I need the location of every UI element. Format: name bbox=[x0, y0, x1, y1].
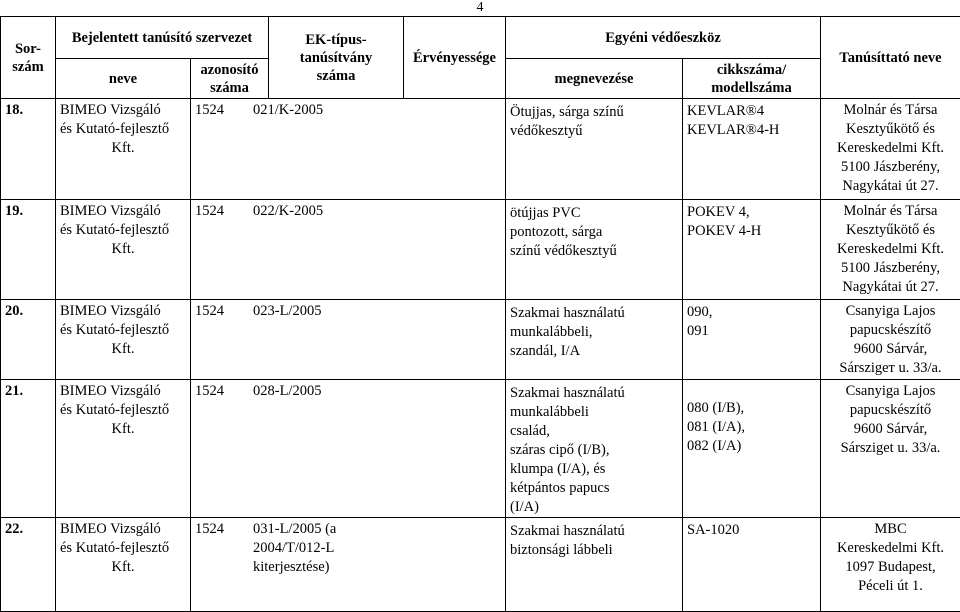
tanusittato-line: papucskészítő bbox=[825, 401, 956, 420]
tanusito-neve-line: és Kutató-fejlesztő bbox=[60, 401, 186, 420]
cikkszam-line: 082 (I/A) bbox=[687, 437, 816, 456]
row-number: 20. bbox=[1, 300, 56, 380]
tanusittato bbox=[821, 99, 960, 200]
megnevezes-line: klumpa (I/A), és bbox=[510, 460, 678, 479]
tanusittato-line: Péceli út 1. bbox=[825, 577, 956, 596]
megnevezes bbox=[506, 300, 683, 380]
azonosito-ek-tipus bbox=[191, 300, 506, 380]
table-row bbox=[1, 380, 960, 518]
ek-tipus-szam: 028-L/2005 bbox=[253, 382, 321, 401]
tanusittato bbox=[821, 518, 960, 612]
table-row bbox=[1, 300, 960, 380]
ek-tipus-szam: 021/K-2005 bbox=[253, 101, 323, 120]
ek-tipus-szam-line: 031-L/2005 (a bbox=[253, 520, 336, 539]
megnevezes-line: Szakmai használatú bbox=[510, 304, 678, 323]
tanusito-neve-line: és Kutató-fejlesztő bbox=[60, 321, 186, 340]
header-ervenyessege: Érvényessége bbox=[404, 17, 506, 99]
azonosito-szam: 1524 bbox=[195, 302, 253, 321]
tanusito-neve-line: BIMEO Vizsgáló bbox=[60, 382, 186, 401]
tanusittato-line: Kesztyűkötő és bbox=[825, 120, 956, 139]
header-megnevezese: megnevezése bbox=[506, 59, 683, 99]
cikkszam-line: POKEV 4, bbox=[687, 203, 816, 222]
cikkszam-line: KEVLAR®4-H bbox=[687, 121, 816, 140]
tanusito-neve-line: BIMEO Vizsgáló bbox=[60, 101, 186, 120]
tanusittato-line: Nagykátai út 27. bbox=[825, 278, 956, 297]
megnevezes-line: biztonsági lábbeli bbox=[510, 541, 678, 560]
tanusito-neve-line: Kft. bbox=[60, 240, 186, 259]
tanusittato-line: 5100 Jászberény, bbox=[825, 259, 956, 278]
tanusittato-line: Molnár és Társa bbox=[825, 202, 956, 221]
ek-tipus-szam-line: kiterjesztése) bbox=[253, 558, 336, 577]
tanusittato-line: Csanyiga Lajos bbox=[825, 302, 956, 321]
tanusito-neve-line: BIMEO Vizsgáló bbox=[60, 202, 186, 221]
megnevezes-line: szandál, I/A bbox=[510, 342, 678, 361]
tanusittato-line: 9600 Sárvár, bbox=[825, 340, 956, 359]
megnevezes-line: Szakmai használatú bbox=[510, 522, 678, 541]
tanusittato-line: Sársziget u. 33/a. bbox=[825, 439, 956, 458]
megnevezes-line: száras cipő (I/B), bbox=[510, 441, 678, 460]
tanusittato-line: Kereskedelmi Kft. bbox=[825, 240, 956, 259]
tanusittato-line: Kesztyűkötő és bbox=[825, 221, 956, 240]
tanusittato bbox=[821, 300, 960, 380]
header-azonosito: azonosító száma bbox=[191, 59, 269, 99]
cikkszam-line: 090, bbox=[687, 303, 816, 322]
tanusittato-line: 5100 Jászberény, bbox=[825, 158, 956, 177]
row-number: 18. bbox=[1, 99, 56, 200]
tanusittato-line: Sárszigeт u. 33/a. bbox=[825, 359, 956, 378]
tanusito-neve-line: BIMEO Vizsgáló bbox=[60, 302, 186, 321]
row-number: 21. bbox=[1, 380, 56, 518]
header-bejelentett: Bejelentett tanúsító szervezet bbox=[56, 17, 269, 59]
tanusito-neve bbox=[56, 200, 191, 300]
cikkszam-line: SA-1020 bbox=[687, 521, 816, 540]
megnevezes bbox=[506, 99, 683, 200]
tanusito-neve-line: Kft. bbox=[60, 139, 186, 158]
azonosito-szam: 1524 bbox=[195, 202, 253, 221]
header-egyeni-vedoeszkoz: Egyéni védőeszköz bbox=[506, 17, 821, 59]
tanusittato-line: 1097 Budapest, bbox=[825, 558, 956, 577]
row-number: 19. bbox=[1, 200, 56, 300]
cikkszam bbox=[683, 200, 821, 300]
azonosito-szam: 1524 bbox=[195, 101, 253, 120]
tanusito-neve-line: Kft. bbox=[60, 558, 186, 577]
cikkszam bbox=[683, 380, 821, 518]
header-neve: neve bbox=[56, 59, 191, 99]
tanusito-neve-line: és Kutató-fejlesztő bbox=[60, 120, 186, 139]
megnevezes bbox=[506, 200, 683, 300]
megnevezes-line: munkalábbeli, bbox=[510, 323, 678, 342]
ek-tipus-szam bbox=[253, 520, 336, 577]
page-number: 4 bbox=[0, 0, 960, 15]
megnevezes bbox=[506, 518, 683, 612]
tanusito-neve bbox=[56, 518, 191, 612]
header-tanusittato: Tanúsíttató neve bbox=[821, 17, 960, 99]
tanusito-neve-line: BIMEO Vizsgáló bbox=[60, 520, 186, 539]
tanusito-neve-line: Kft. bbox=[60, 420, 186, 439]
tanusittato-line: 9600 Sárvár, bbox=[825, 420, 956, 439]
tanusittato-line: Kereskedelmi Kft. bbox=[825, 539, 956, 558]
header-row-1 bbox=[1, 17, 960, 59]
tanusito-neve bbox=[56, 99, 191, 200]
megnevezes-line: Ötujjas, sárga színű bbox=[510, 103, 678, 122]
tanusittato-line: Nagykátai út 27. bbox=[825, 177, 956, 196]
cikkszam bbox=[683, 300, 821, 380]
ek-tipus-szam-line: 2004/T/012-L bbox=[253, 539, 336, 558]
tanusittato-line: Kereskedelmi Kft. bbox=[825, 139, 956, 158]
ek-tipus-szam: 023-L/2005 bbox=[253, 302, 321, 321]
ek-tipus-szam: 022/K-2005 bbox=[253, 202, 323, 221]
tanusittato bbox=[821, 380, 960, 518]
certificate-table bbox=[0, 16, 960, 612]
tanusito-neve bbox=[56, 300, 191, 380]
megnevezes-line: munkalábbeli bbox=[510, 403, 678, 422]
megnevezes-line: család, bbox=[510, 422, 678, 441]
tanusito-neve-line: és Kutató-fejlesztő bbox=[60, 221, 186, 240]
table-row bbox=[1, 200, 960, 300]
cikkszam-line: 081 (I/A), bbox=[687, 418, 816, 437]
megnevezes-line: (I/A) bbox=[510, 498, 678, 517]
tanusittato-line: papucskészítő bbox=[825, 321, 956, 340]
megnevezes-line: kétpántos papucs bbox=[510, 479, 678, 498]
header-cikkszama: cikkszáma/ modellszáma bbox=[683, 59, 821, 99]
cikkszam-line: 091 bbox=[687, 322, 816, 341]
header-ek-tipus: EK-típus- tanúsítvány száma bbox=[269, 17, 404, 99]
tanusittato-line: Molnár és Társa bbox=[825, 101, 956, 120]
azonosito-szam: 1524 bbox=[195, 382, 253, 401]
cikkszam-line: KEVLAR®4 bbox=[687, 102, 816, 121]
azonosito-ek-tipus bbox=[191, 380, 506, 518]
header-sorszam: Sor- szám bbox=[1, 17, 56, 99]
table-row bbox=[1, 518, 960, 612]
tanusito-neve bbox=[56, 380, 191, 518]
megnevezes-line: pontozott, sárga bbox=[510, 223, 678, 242]
table-row bbox=[1, 99, 960, 200]
cikkszam-line: POKEV 4-H bbox=[687, 222, 816, 241]
cikkszam bbox=[683, 99, 821, 200]
tanusittato-line: Csanyiga Lajos bbox=[825, 382, 956, 401]
azonosito-ek-tipus bbox=[191, 99, 506, 200]
azonosito-ek-tipus bbox=[191, 200, 506, 300]
azonosito-ek-tipus bbox=[191, 518, 506, 612]
megnevezes-line: védőkesztyű bbox=[510, 122, 678, 141]
tanusito-neve-line: Kft. bbox=[60, 340, 186, 359]
megnevezes-line: színű védőkesztyű bbox=[510, 242, 678, 261]
megnevezes-line: ötújjas PVC bbox=[510, 204, 678, 223]
cikkszam-line: 080 (I/B), bbox=[687, 399, 816, 418]
megnevezes bbox=[506, 380, 683, 518]
azonosito-szam: 1524 bbox=[195, 520, 253, 539]
tanusittato-line: MBC bbox=[825, 520, 956, 539]
row-number: 22. bbox=[1, 518, 56, 612]
tanusittato bbox=[821, 200, 960, 300]
cikkszam bbox=[683, 518, 821, 612]
tanusito-neve-line: és Kutató-fejlesztő bbox=[60, 539, 186, 558]
megnevezes-line: Szakmai használatú bbox=[510, 384, 678, 403]
